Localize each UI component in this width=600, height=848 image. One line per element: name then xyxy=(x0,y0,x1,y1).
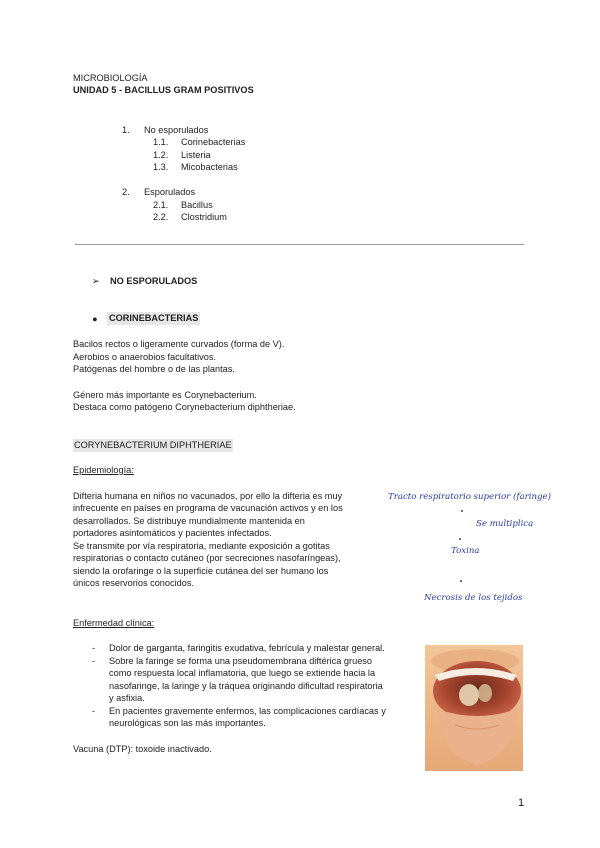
dash-bullet: - xyxy=(92,643,96,653)
epidemiology-line: Difteria humana en niños no vacunados, por ello la difteria es muy xyxy=(73,491,343,501)
text-line: Aerobios o anaerobios facultativos. xyxy=(73,352,217,362)
flow-dot xyxy=(459,538,461,540)
outline-item-esporulados: Esporulados xyxy=(144,187,196,197)
clinical-item-line: Sobre la faringe se forma una pseudomembrana diftérica grueso xyxy=(109,656,373,666)
species-heading: CORYNEBACTERIUM DIPHTHERIAE xyxy=(74,440,232,450)
epidemiology-line: portadores asintomáticos y pacientes infectados. xyxy=(73,528,272,538)
epidemiology-line: siendo la orofaringe o la superficie cutánea del ser humano los xyxy=(73,566,329,576)
outline-sub-listeria: Listeria xyxy=(181,150,211,160)
unit-title: UNIDAD 5 - BACILLUS GRAM POSITIVOS xyxy=(73,85,254,95)
handwritten-note: Se multiplica xyxy=(476,519,534,529)
vaccine-line: Vacuna (DTP): toxoide inactivado. xyxy=(73,744,212,754)
page-number: 1 xyxy=(518,797,525,809)
throat-photo xyxy=(425,645,523,771)
text-line: Bacilos rectos o ligeramente curvados (forma de V). xyxy=(73,339,285,349)
epidemiology-line: infrecuente en países en programa de vacunación activos y en los xyxy=(73,503,343,513)
dash-bullet: - xyxy=(92,706,96,716)
outline-sub-micobacterias: Micobacterias xyxy=(181,162,238,172)
clinical-item-line: como respuesta local inflamatoria, que luego se extiende hacia la xyxy=(109,668,376,678)
outline-sub-num: 1.3. xyxy=(153,162,169,172)
section-heading: NO ESPORULADOS xyxy=(110,276,198,286)
outline-sub-num: 1.2. xyxy=(153,150,169,160)
epidemiology-line: Se transmite por vía respiratoria, mediante exposición a gotitas xyxy=(73,541,330,551)
subject-title: MICROBIOLOGÍA xyxy=(73,73,148,83)
text-line: Destaca como patógeno Corynebacterium diphtheriae. xyxy=(73,402,296,412)
clinical-heading: Enfermedad clínica: xyxy=(73,618,155,628)
clinical-item-line: neurológicas son las más importantes. xyxy=(109,718,266,728)
dash-bullet: - xyxy=(92,656,96,666)
epidemiology-line: únicos reservorios conocidos. xyxy=(73,578,195,588)
clinical-item-line: nasofaringe, la laringe y la tráquea originando dificultad respiratoria xyxy=(109,681,383,691)
subsection-heading: CORINEBACTERIAS xyxy=(109,313,199,323)
outline-sub-num: 2.2. xyxy=(153,212,169,222)
outline-sub-corinebacterias: Corinebacterias xyxy=(181,137,246,147)
outline-sub-num: 1.1. xyxy=(153,137,169,147)
clinical-item-line: En pacientes gravemente enfermos, las complicaciones cardíacas y xyxy=(109,706,386,716)
outline-sub-clostridium: Clostridium xyxy=(181,212,227,222)
handwritten-note: Necrosis de los tejidos xyxy=(424,593,523,603)
outline-item-no-esporulados: No esporulados xyxy=(144,125,209,135)
text-line: Género más importante es Corynebacterium. xyxy=(73,390,257,400)
text-line: Patógenas del hombre o de las plantas. xyxy=(73,364,235,374)
arrow-bullet-icon: ➢ xyxy=(92,276,100,286)
dot-bullet-icon: ● xyxy=(92,314,98,324)
outline-num: 1. xyxy=(122,125,130,135)
epidemiology-line: respiratorias o contacto cutáneo (por secreciones nasofaríngeas), xyxy=(73,553,341,563)
epidemiology-heading: Epidemiología: xyxy=(73,465,134,475)
outline-num: 2. xyxy=(122,187,130,197)
flow-dot xyxy=(461,510,463,512)
clinical-item-line: Dolor de garganta, faringitis exudativa, febrícula y malestar general. xyxy=(109,643,385,653)
outline-sub-num: 2.1. xyxy=(153,200,169,210)
epidemiology-line: desarrollados. Se distribuye mundialmente mantenida en xyxy=(73,516,305,526)
clinical-item-line: y asfixia. xyxy=(109,693,145,703)
handwritten-note: Toxina xyxy=(451,546,480,556)
flow-dot xyxy=(460,580,462,582)
horizontal-rule xyxy=(75,244,524,245)
outline-sub-bacillus: Bacillus xyxy=(181,200,213,210)
handwritten-note: Tracto respiratorio superior (faringe) xyxy=(388,492,552,502)
